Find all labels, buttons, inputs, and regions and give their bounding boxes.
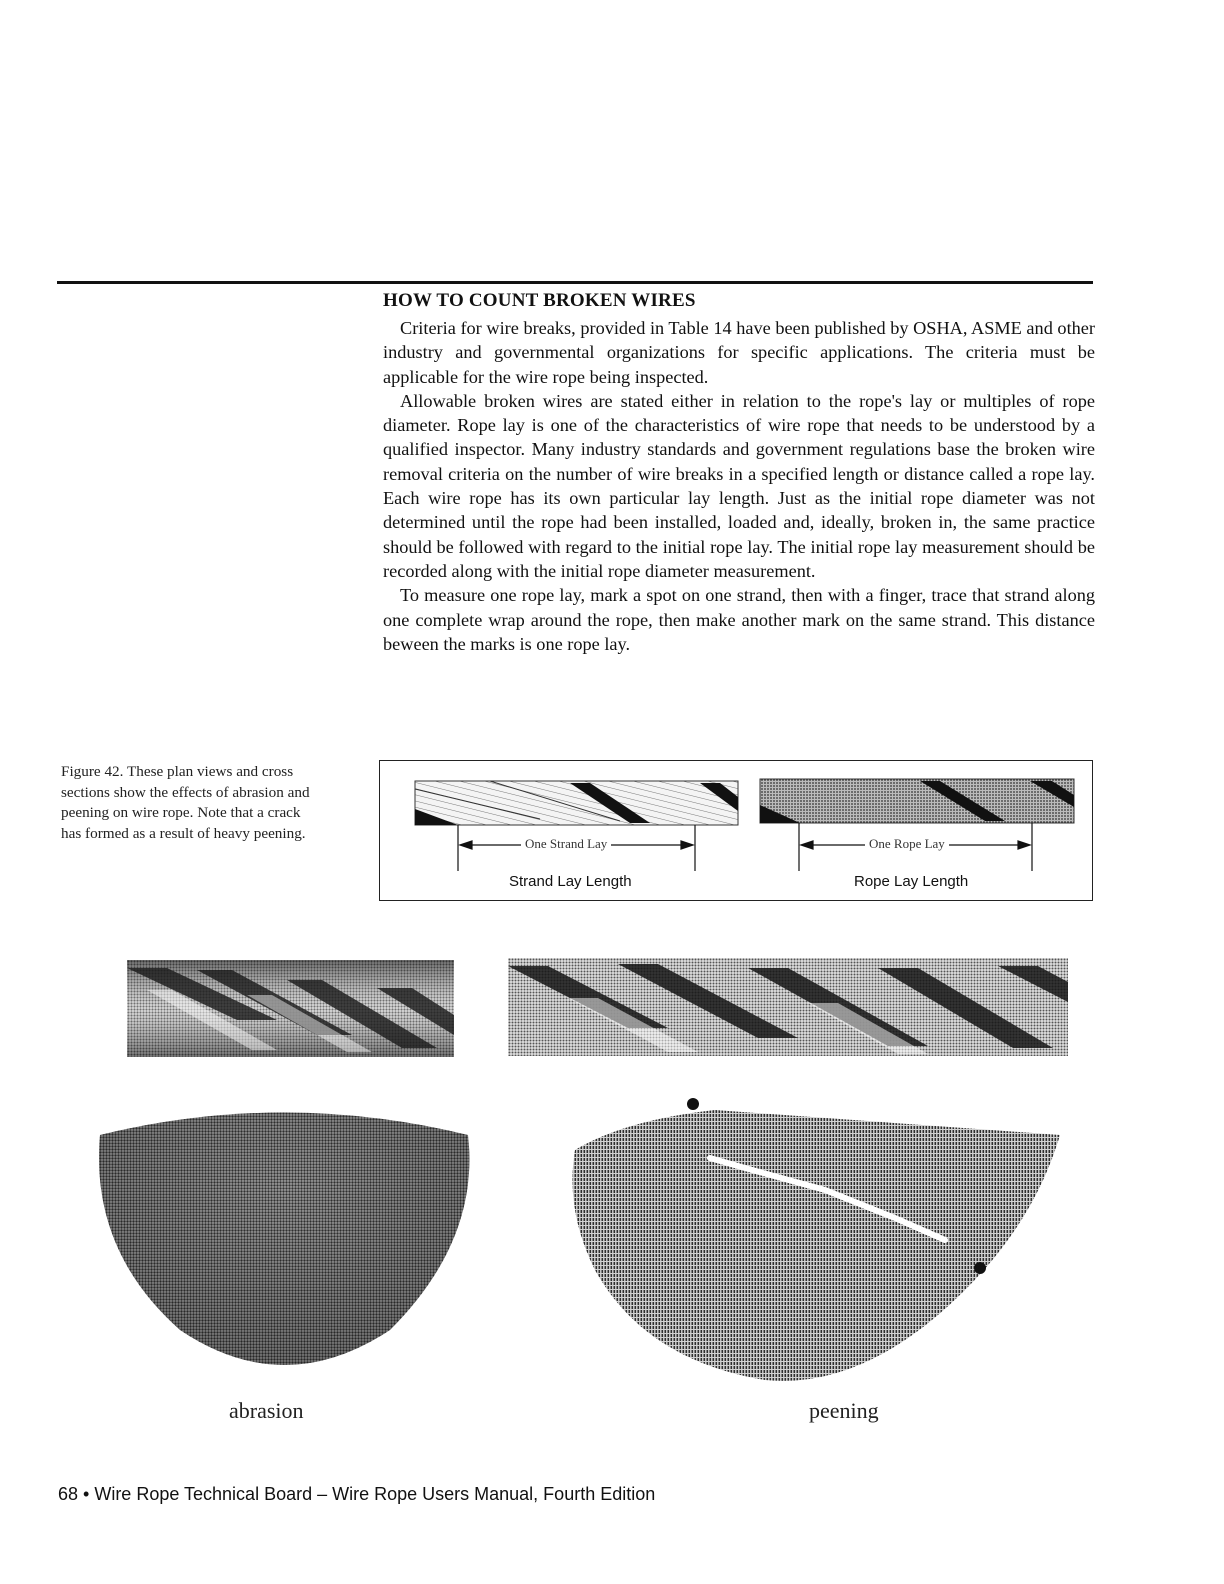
abrasion-cross-section-photo [90, 1100, 478, 1382]
rope-lay-length-label: Rope Lay Length [854, 873, 969, 890]
lay-diagram-graphic [380, 761, 1094, 902]
section-heading: HOW TO COUNT BROKEN WIRES [383, 290, 696, 311]
rope-illustration [760, 779, 1074, 823]
page-footer: 68 • Wire Rope Technical Board – Wire Rope Users Manual, Fourth Edition [58, 1484, 656, 1504]
lay-length-diagram [379, 760, 1093, 901]
strand-lay-length-label: Strand Lay Length [509, 873, 632, 890]
strand-illustration [415, 781, 738, 825]
rope-lay-arrow-label: One Rope Lay [865, 836, 949, 852]
peening-cross-section-photo [565, 1090, 1070, 1400]
peening-plan-view-photo [508, 958, 1068, 1056]
paragraph: To measure one rope lay, mark a spot on one strand, then with a finger, trace that strand along one complete wrap around the rope, then make another mark on the same strand. This distance beween the marks is one rope lay. [383, 585, 1095, 654]
peening-label: peening [809, 1398, 879, 1423]
paragraph: Allowable broken wires are stated either in relation to the rope's lay or multiples of rope diameter. Rope lay is one of the characteristics of wire rope that needs to be understood by a qualified inspector. Many industry standards and government regulations base the broken wire removal criteria on the number of wire breaks in a specified length or distance called a rope lay. Each wire rope has its own particular lay length. Just as the initial rope diameter was not determined until the rope had been installed, loaded and, ideally, broken in, the same practice should be followed with regard to the initial rope lay. The initial rope lay measurement should be recorded along with the initial rope diameter measurement. [383, 390, 1095, 581]
section-divider [57, 281, 1093, 284]
strand-lay-arrow-label: One Strand Lay [521, 836, 611, 852]
abrasion-plan-view-photo [127, 960, 454, 1057]
paragraph: Criteria for wire breaks, provided in Table 14 have been published by OSHA, ASME and other industry and governmental organizations for specific applications. The criteria must be applicable for the wire rope being inspected. [383, 318, 1095, 387]
body-text [383, 316, 1095, 656]
abrasion-label: abrasion [229, 1398, 304, 1423]
figure-caption: Figure 42. These plan views and cross sections show the effects of abrasion and peening on wire rope. Note that a crack has formed as a result of heavy peening. [61, 763, 310, 842]
